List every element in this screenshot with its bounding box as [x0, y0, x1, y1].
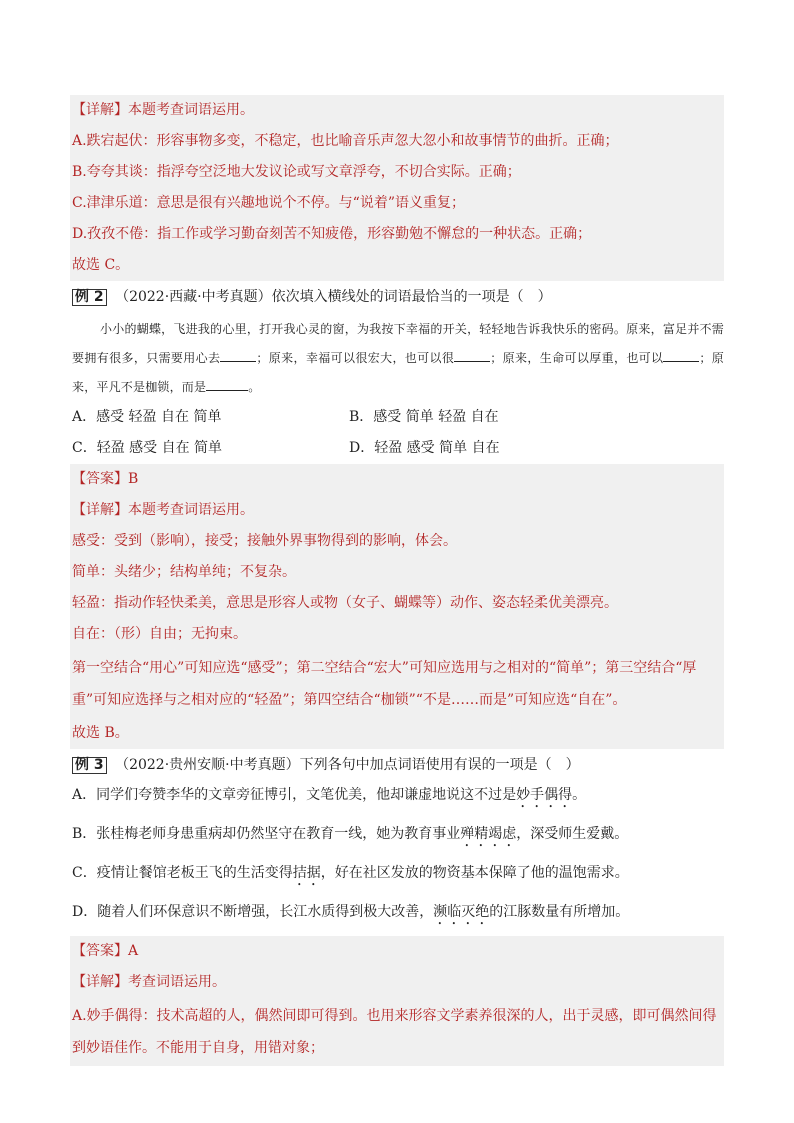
- example-label: 例 2: [72, 289, 107, 306]
- detail-heading: 【详解】本题考查词语运用。: [72, 502, 254, 518]
- dotted-phrase: 濒临灭绝: [433, 904, 490, 920]
- explanation-line: A.妙手偶得：技术高超的人，偶然间即可得到。也用来形容文学素养很深的人，出于灵感，即可偶然间得到妙语佳作。不能用于自身，用错对象；: [72, 1008, 717, 1056]
- question-text: （2022·贵州安顺·中考真题）下列各句中加点词语使用有误的一项是（ ）: [115, 757, 580, 773]
- passage-text: ；原来，平凡不是枷锁，而是: [72, 351, 724, 394]
- detail-heading: 【详解】考查词语运用。: [72, 974, 226, 990]
- options-row: [70, 433, 724, 464]
- example1-explanation-block: [70, 95, 724, 281]
- reading-passage: [70, 312, 724, 402]
- choice-b: B．张桂梅老师身患重病却仍然坚守在教育一线，她为教育事业殚精竭虑，深受师生爱戴。: [72, 826, 629, 842]
- conclusion: 故选 C。: [72, 257, 130, 273]
- option-b: B．感受 简单 轻盈 自在: [349, 409, 499, 425]
- passage-text: ；原来，生命可以厚重，也可以: [490, 351, 664, 365]
- option-c: C．轻盈 感受 自在 简单: [72, 440, 223, 456]
- option-d: D．轻盈 感受 简单 自在: [349, 440, 500, 456]
- dotted-phrase: 殚精竭虑: [460, 826, 517, 842]
- explanation-line: 简单：头绪少；结构单纯；不复杂。: [72, 564, 296, 580]
- choice-c: C．疫情让餐馆老板王飞的生活变得拮据，好在社区发放的物资基本保障了他的温饱需求。: [72, 865, 629, 881]
- page-content: [70, 95, 724, 1066]
- answer: 【答案】B: [72, 471, 139, 487]
- explanation-line: 第一空结合“用心”可知应选“感受”；第二空结合“宏大”可知应选用与之相对的“简单”；第三空结合“厚重”可知应选择与之相对应的“轻盈”；第四空结合“枷锁”“不是……而是”可知应选“自在”。: [72, 660, 697, 708]
- example3-answer-block: [70, 936, 724, 1066]
- passage-text: 小小的蝴蝶，飞进我的心里，打开我心灵的窗，为我按下幸福的开关，轻轻地告诉我快乐的密码。原来，富足并不需要拥有很多，只需要用心去: [72, 322, 724, 365]
- example2-question: [70, 281, 724, 312]
- passage-text: 。: [248, 380, 261, 394]
- example3-question: [70, 749, 724, 780]
- choice-d: D．随着人们环保意识不断增强，长江水质得到极大改善，濒临灭绝的江豚数量有所增加。: [72, 904, 630, 920]
- dotted-phrase: 拮据: [292, 865, 321, 881]
- detail-heading: 【详解】本题考查词语运用。: [72, 102, 254, 118]
- fill-blank: [206, 377, 248, 391]
- explanation-line: 自在：（形）自由；无拘束。: [72, 626, 247, 642]
- explanation-line: D.孜孜不倦：指工作或学习勤奋刻苦不知疲倦，形容勤勉不懈怠的一种状态。正确；: [72, 226, 592, 242]
- explanation-line: B.夸夸其谈：指浮夸空泛地大发议论或写文章浮夸，不切合实际。正确；: [72, 164, 521, 180]
- passage-text: ；原来，幸福可以很宏大，也可以很: [256, 351, 455, 365]
- explanation-line: 轻盈：指动作轻快柔美，意思是形容人或物（女子、蝴蝶等）动作、姿态轻柔优美漂亮。: [72, 595, 618, 611]
- dotted-phrase: 妙手偶得: [516, 787, 573, 803]
- conclusion: 故选 B。: [72, 725, 129, 741]
- fill-blank: [663, 348, 699, 362]
- option-a: A．感受 轻盈 自在 简单: [72, 409, 222, 425]
- example2-answer-block: [70, 464, 724, 749]
- answer: 【答案】A: [72, 943, 139, 959]
- example-label: 例 3: [72, 757, 107, 774]
- explanation-line: 感受：受到（影响），接受；接触外界事物得到的影响，体会。: [72, 533, 457, 549]
- explanation-line: C.津津乐道：意思是很有兴趣地说个不停。与“说着”语义重复；: [72, 195, 465, 211]
- fill-blank: [220, 348, 256, 362]
- options-row: [70, 402, 724, 433]
- question-text: （2022·西藏·中考真题）依次填入横线处的词语最恰当的一项是（ ）: [115, 289, 552, 305]
- choice-a: A．同学们夸赞李华的文章旁征博引，文笔优美，他却谦虚地说这不过是妙手偶得。: [72, 787, 587, 803]
- explanation-line: A.跌宕起伏：形容事物多变，不稳定，也比喻音乐声忽大忽小和故事情节的曲折。正确；: [72, 133, 619, 149]
- fill-blank: [454, 348, 490, 362]
